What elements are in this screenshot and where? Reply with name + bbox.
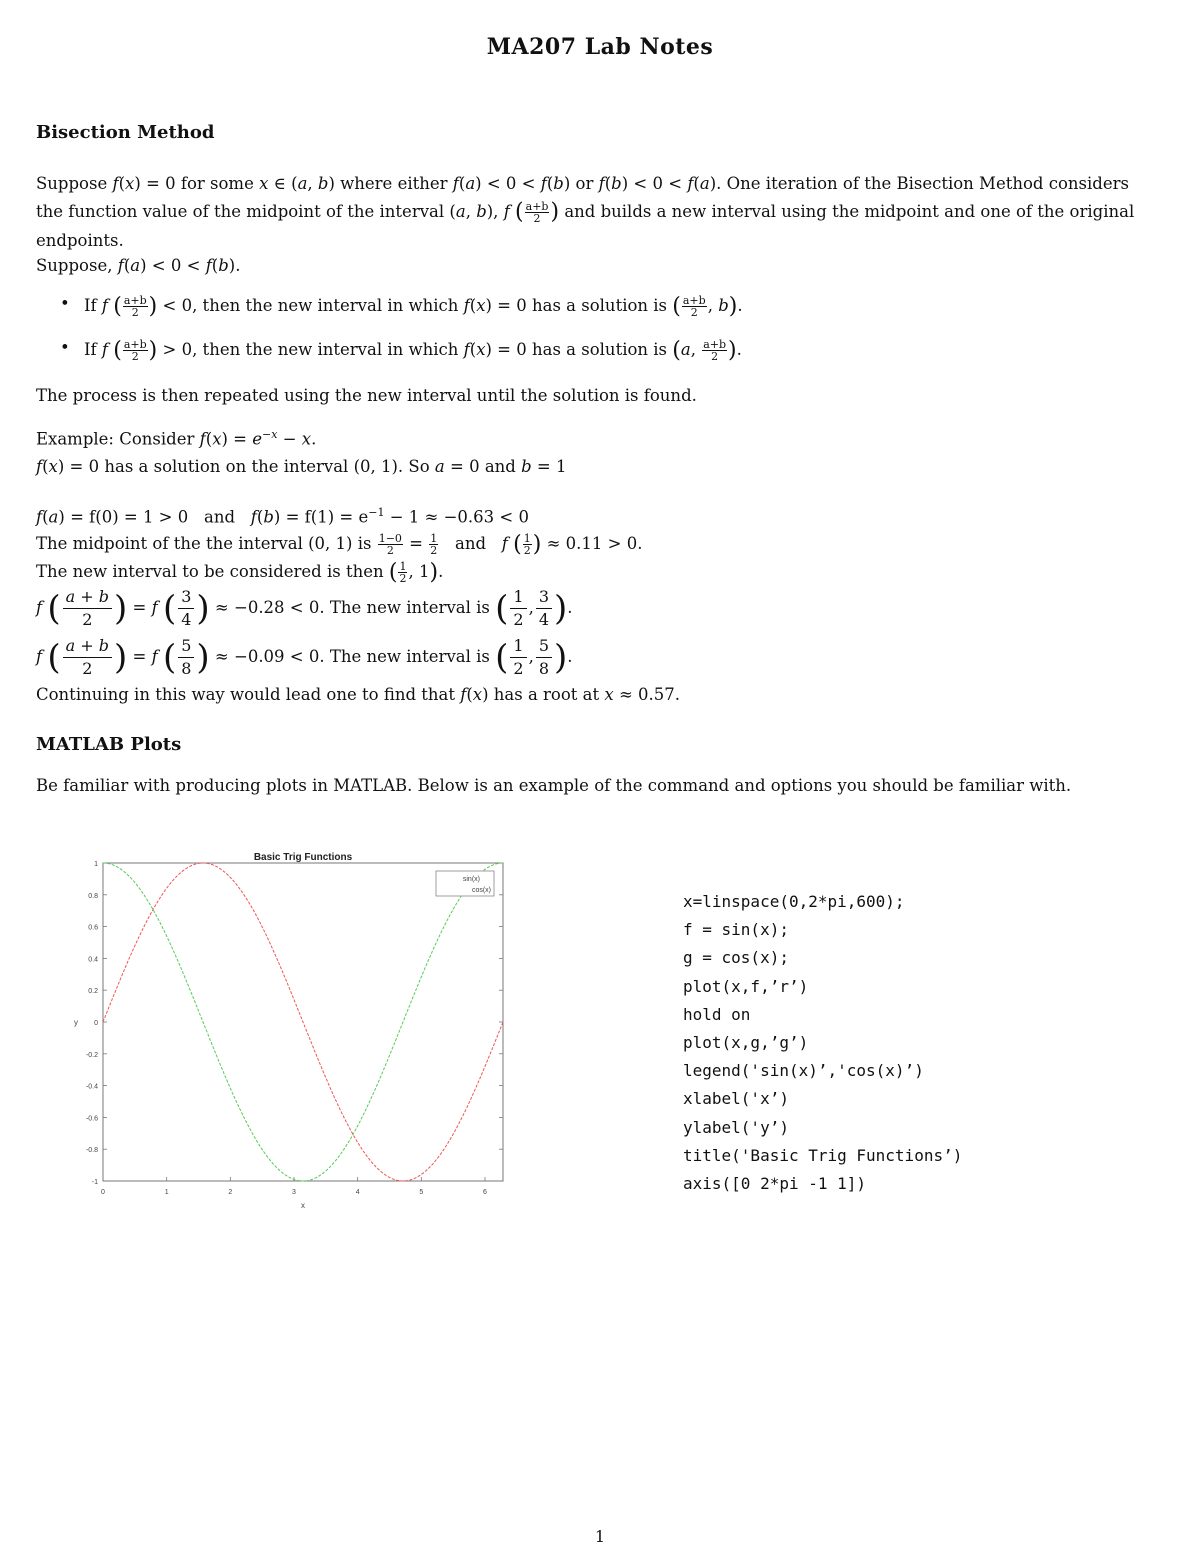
code-line: xlabel('x’) <box>683 1089 789 1109</box>
x-tick-label: 3 <box>292 1189 296 1196</box>
chart-legend <box>436 871 494 896</box>
y-tick-label: -0.8 <box>85 1147 98 1155</box>
code-line: plot(x,f,’r’) <box>683 976 809 996</box>
bullet-item-negative: • If f ( $\frac{a+b}{2}$ ) < 0, then the new interval in which f(x) = 0 has a solution is ( $\frac{a+b}{2}$ , b). <box>62 294 743 319</box>
code-line: legend('sin(x)’,'cos(x)’) <box>683 1061 924 1081</box>
bisection-heading: Bisection Method <box>36 122 215 143</box>
example-line: Example: Consider $f(x) = e^{-x} - x$. <box>36 428 317 449</box>
endpoint-values-line: f(a) = f(0) = 1 > 0 and $f(b) = f(1) = e^{-1} - 1 \approx -0.63 < 0$ <box>36 506 529 527</box>
code-line: hold on <box>683 1004 751 1024</box>
document-title: MA207 Lab Notes <box>486 34 714 60</box>
x-tick-label: 0 <box>101 1189 105 1196</box>
x-tick-label: 5 <box>419 1189 424 1196</box>
code-line: x=linspace(0,2*pi,600); <box>683 892 905 911</box>
code-line: title('Basic Trig Functions’) <box>683 1145 963 1165</box>
y-tick-label: 0.8 <box>88 892 98 900</box>
y-tick-label: -0.4 <box>85 1083 98 1091</box>
process-text: The process is then repeated using the new interval until the solution is found. <box>36 386 697 405</box>
y-tick-label: -1 <box>91 1179 98 1186</box>
bisection-intro: Suppose f(x) = 0 for some x ∈ (a, b) where either f(a) < 0 < f(b) or f(b) < 0 < f(a). One iteration of the Bisection Method considers the function value of the midpoint of the interval (a, b), f ( $\frac{a+b}{2}$ ) and builds a new interval using the midpoint and one of the original endpoints. <box>36 174 1135 250</box>
y-axis-label: y <box>74 1018 78 1027</box>
example-interval-line: f(x) = 0 has a solution on the interval (0, 1). So a = 0 and b = 1 <box>36 457 567 476</box>
new-interval-line: The new interval to be considered is then ( $\frac{1}{2}$ , 1). <box>36 560 444 585</box>
chart-title: Basic Trig Functions <box>253 852 353 863</box>
matlab-heading: MATLAB Plots <box>36 734 182 755</box>
series-line-sin <box>103 863 503 1181</box>
iteration-line-1: f ( $\frac{a + b}{2}$ ) = f ( $\frac{3}{4}$ ) ≈ −0.28 < 0. The new interval is ( $\frac{1}{2}$ , $\frac{3}{4}$ ). <box>36 587 573 629</box>
midpoint-line: The midpoint of the the interval (0, 1) is $\frac{1-0}{2}$ = $\frac{1}{2}$ and f ( $\frac{1}{2}$ ) ≈ 0.11 > 0. <box>36 532 643 557</box>
matlab-intro: Be familiar with producing plots in MATLAB. Below is an example of the command and options you should be familiar with. <box>36 776 1072 795</box>
x-tick-label: 6 <box>483 1189 487 1196</box>
y-tick-label: -0.6 <box>85 1115 98 1123</box>
suppose-line: Suppose, f(a) < 0 < f(b). <box>36 256 241 275</box>
y-tick-label: 0.4 <box>88 956 98 964</box>
code-line: plot(x,g,’g’) <box>683 1033 809 1053</box>
x-tick-label: 2 <box>228 1189 233 1196</box>
x-tick-label: 1 <box>164 1189 169 1196</box>
legend-entry-sin: sin(x) <box>462 876 480 883</box>
y-axis-ticks <box>86 861 503 1186</box>
code-line: g = cos(x); <box>683 948 789 968</box>
bullet-item-positive: • If f ( $\frac{a+b}{2}$ ) > 0, then the new interval in which f(x) = 0 has a solution is (a, $\frac{a+b}{2}$ ). <box>62 338 742 363</box>
trig-chart <box>60 842 530 1212</box>
y-tick-label: -0.2 <box>85 1051 98 1059</box>
y-tick-label: 0.2 <box>88 988 98 996</box>
y-tick-label: 0 <box>94 1020 98 1027</box>
continuing-line: Continuing in this way would lead one to find that f(x) has a root at x ≈ 0.57. <box>36 685 681 704</box>
x-axis-label: x <box>301 1201 305 1210</box>
page-number: 1 <box>594 1527 606 1546</box>
legend-entry-cos: cos(x) <box>471 887 491 894</box>
code-line: ylabel('y’) <box>683 1117 789 1137</box>
iteration-line-2: f ( $\frac{a + b}{2}$ ) = f ( $\frac{5}{8}$ ) ≈ −0.09 < 0. The new interval is ( $\frac{1}{2}$ , $\frac{5}{8}$ ). <box>36 636 573 678</box>
matlab-code-block <box>683 888 962 1198</box>
y-tick-label: 1 <box>94 861 98 868</box>
chart-series <box>103 863 503 1181</box>
x-tick-label: 4 <box>355 1189 360 1196</box>
code-line: axis([0 2*pi -1 1]) <box>683 1174 867 1194</box>
code-line: f = sin(x); <box>683 920 789 940</box>
y-tick-label: 0.6 <box>88 924 98 932</box>
